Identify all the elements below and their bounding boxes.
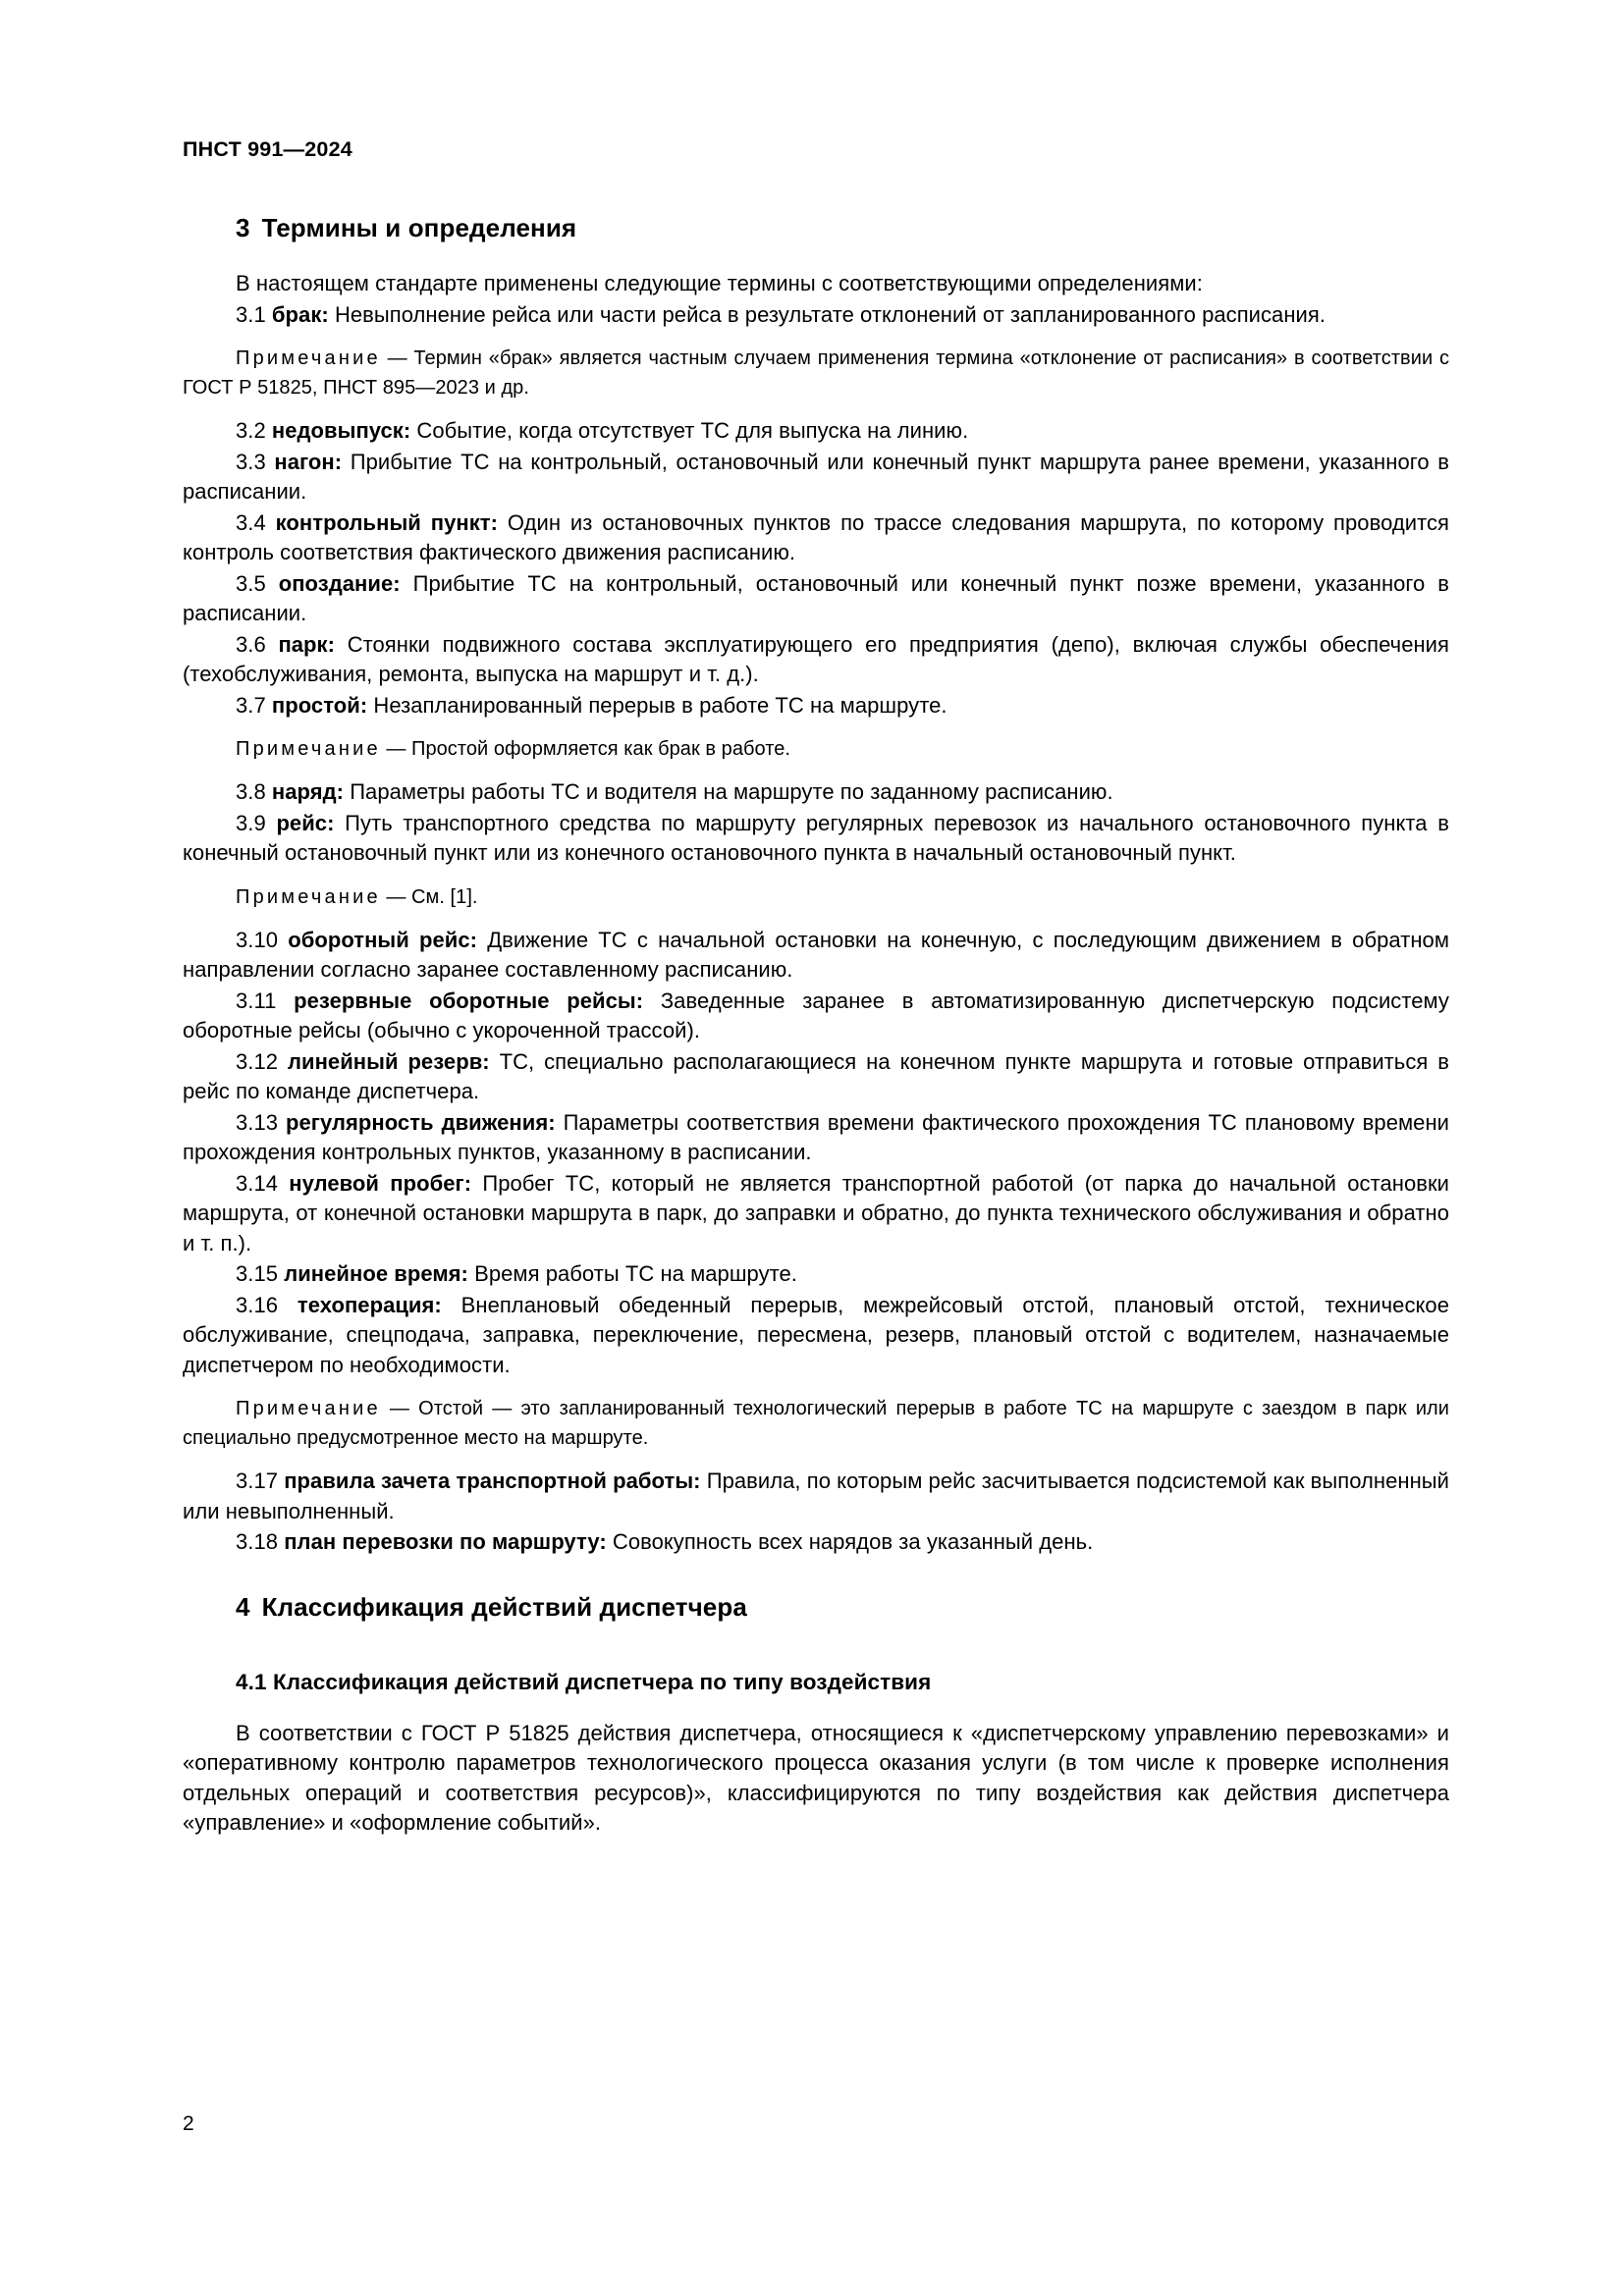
term-number: 3.1 bbox=[236, 301, 266, 327]
term-name: правила зачета транспортной работы: bbox=[284, 1468, 701, 1493]
note-label: Примечание bbox=[236, 347, 381, 369]
term-number: 3.13 bbox=[236, 1109, 279, 1135]
term-3-14 bbox=[183, 1169, 1449, 1259]
note-3 bbox=[183, 882, 1449, 912]
term-definition: Совокупность всех нарядов за указанный день. bbox=[612, 1529, 1094, 1554]
paragraph-4-1-body: В соответствии с ГОСТ Р 51825 действия диспетчера, относящиеся к «диспетчерскому управлению перевозками» и «оперативному контролю параметров технологического процесса оказания услуги (в том числе к проверке исполнения отдельных операций и соответствия ресурсов)», классифицируются по типу воздействия как действия диспетчера «управление» и «оформление событий». bbox=[183, 1720, 1449, 1835]
paragraph-intro: В настоящем стандарте применены следующие термины с соответствующими определениями: bbox=[236, 271, 1203, 295]
term-3-3 bbox=[183, 448, 1449, 507]
page-header: ПНСТ 991—2024 bbox=[183, 137, 352, 161]
note-2 bbox=[183, 734, 1449, 764]
subsection-heading-4-1 bbox=[183, 1670, 1449, 1695]
term-number: 3.3 bbox=[236, 449, 266, 474]
term-3-17 bbox=[183, 1467, 1449, 1526]
section-title: Термины и определения bbox=[261, 213, 577, 242]
term-3-18 bbox=[183, 1527, 1449, 1558]
term-definition: Невыполнение рейса или части рейса в результате отклонений от запланированного расписания. bbox=[334, 301, 1326, 327]
term-number: 3.17 bbox=[236, 1468, 279, 1493]
spacer bbox=[183, 1559, 1449, 1592]
term-number: 3.7 bbox=[236, 692, 266, 718]
term-3-13 bbox=[183, 1108, 1449, 1168]
term-definition: Внеплановый обеденный перерыв, межрейсовый отстой, плановый отстой, техническое обслуживание, спецподача, заправка, переключение, пересмена, резерв, плановый отстой с водителем, назначаемые диспетчером по необходимости. bbox=[183, 1292, 1449, 1377]
term-name: рейс: bbox=[276, 810, 335, 835]
term-number: 3.4 bbox=[236, 509, 266, 535]
term-definition: Прибытие ТС на контрольный, остановочный или конечный пункт позже времени, указанного в расписании. bbox=[183, 570, 1450, 625]
term-definition: Путь транспортного средства по маршруту регулярных перевозок из начального остановочного пункта в конечный остановочный пункт или из конечного остановочного пункта в начальный остановочный пункт. bbox=[183, 810, 1449, 865]
term-definition: Незапланированный перерыв в работе ТС на маршруте. bbox=[373, 692, 947, 718]
spacer bbox=[183, 1648, 1449, 1670]
term-definition: Событие, когда отсутствует ТС для выпуска на линию. bbox=[416, 418, 969, 443]
term-3-11 bbox=[183, 987, 1449, 1046]
note-label: Примечание bbox=[236, 885, 381, 908]
term-name: простой: bbox=[271, 692, 368, 718]
term-3-8 bbox=[183, 777, 1449, 808]
term-number: 3.5 bbox=[236, 570, 266, 596]
term-definition: Движение ТС с начальной остановки на конечную, с последующим движением в обратном направлении согласно заранее составленному расписанию. bbox=[183, 927, 1449, 982]
term-name: техоперация: bbox=[297, 1292, 442, 1317]
term-3-16 bbox=[183, 1291, 1449, 1381]
term-3-9 bbox=[183, 809, 1449, 869]
term-3-1 bbox=[183, 300, 1449, 331]
term-name: линейный резерв: bbox=[287, 1048, 490, 1074]
term-name: план перевозки по маршруту: bbox=[284, 1529, 607, 1554]
term-number: 3.14 bbox=[236, 1170, 279, 1196]
term-number: 3.16 bbox=[236, 1292, 279, 1317]
note-label: Примечание bbox=[236, 1398, 381, 1419]
term-name: регулярность движения: bbox=[286, 1109, 556, 1135]
term-definition: Один из остановочных пунктов по трассе следования маршрута, по которому проводится контроль соответствия фактического движения расписанию. bbox=[183, 509, 1450, 564]
page-number: 2 bbox=[183, 2112, 194, 2135]
term-3-4 bbox=[183, 508, 1449, 568]
section-heading-3 bbox=[183, 213, 1449, 243]
term-3-10 bbox=[183, 926, 1449, 986]
term-number: 3.2 bbox=[236, 418, 266, 443]
subsection-number: 4.1 bbox=[236, 1669, 267, 1694]
term-definition: Параметры работы ТС и водителя на маршруте по заданному расписанию. bbox=[350, 779, 1113, 804]
term-number: 3.6 bbox=[236, 631, 266, 657]
term-name: недовыпуск: bbox=[271, 418, 411, 443]
term-3-12 bbox=[183, 1047, 1449, 1107]
term-definition: ТС, специально располагающиеся на конечном пункте маршрута и готовые отправиться в рейс по команде диспетчера. bbox=[183, 1048, 1449, 1103]
term-3-6 bbox=[183, 630, 1449, 690]
term-definition: Прибытие ТС на контрольный, остановочный или конечный пункт маршрута ранее времени, указанного в расписании. bbox=[183, 449, 1449, 504]
note-text: — Простой оформляется как брак в работе. bbox=[386, 738, 791, 760]
term-3-7 bbox=[183, 691, 1449, 721]
note-text: — Отстой — это запланированный технологический перерыв в работе ТС на маршруте с заездом в парк или специально предусмотренное место на маршруте. bbox=[183, 1398, 1449, 1449]
term-definition: Параметры соответствия времени фактического прохождения ТС плановому времени прохождения контрольных пунктов, указанному в расписании. bbox=[183, 1109, 1449, 1164]
term-name: контрольный пункт: bbox=[275, 509, 498, 535]
subsection-title: Классификация действий диспетчера по типу воздействия bbox=[272, 1669, 932, 1694]
note-1 bbox=[183, 344, 1449, 402]
term-number: 3.10 bbox=[236, 927, 279, 952]
term-3-2 bbox=[183, 416, 1449, 447]
term-definition: Стоянки подвижного состава эксплуатирующего его предприятия (депо), включая службы обеспечения (техобслуживания, ремонта, выпуска на маршрут и т. д.). bbox=[183, 631, 1449, 686]
note-4 bbox=[183, 1394, 1449, 1453]
term-number: 3.15 bbox=[236, 1261, 279, 1286]
term-name: брак: bbox=[271, 301, 329, 327]
term-definition: Правила, по которым рейс засчитывается подсистемой как выполненный или невыполненный. bbox=[183, 1468, 1450, 1523]
term-number: 3.8 bbox=[236, 779, 266, 804]
term-definition: Пробег ТС, который не является транспортной работой (от парка до начальной остановки маршрута, от конечной остановки маршрута в парк, до заправки и обратно, до пункта технического обслуживания и обратно и т. п.). bbox=[183, 1170, 1449, 1255]
note-label: Примечание bbox=[236, 738, 381, 760]
note-text: — Термин «брак» является частным случаем применения термина «отклонение от расписания» в соответствии с ГОСТ Р 51825, ПНСТ 895—2023 и др. bbox=[183, 347, 1449, 399]
page-content bbox=[183, 137, 1449, 1840]
term-3-5 bbox=[183, 569, 1449, 629]
term-3-15 bbox=[183, 1259, 1449, 1290]
term-definition: Заведенные заранее в автоматизированную диспетчерскую подсистему оборотные рейсы (обычно с укороченной трассой). bbox=[183, 988, 1449, 1042]
term-name: резервные оборотные рейсы: bbox=[294, 988, 644, 1013]
term-definition: Время работы ТС на маршруте. bbox=[474, 1261, 797, 1286]
term-number: 3.9 bbox=[236, 810, 266, 835]
section-number: 3 bbox=[236, 213, 250, 242]
term-name: линейное время: bbox=[284, 1261, 468, 1286]
section-heading-4 bbox=[183, 1592, 1449, 1623]
term-number: 3.18 bbox=[236, 1529, 279, 1554]
term-name: наряд: bbox=[271, 779, 345, 804]
term-name: парк: bbox=[278, 631, 335, 657]
section-title: Классификация действий диспетчера bbox=[261, 1591, 747, 1622]
term-name: оборотный рейс: bbox=[288, 927, 478, 952]
term-name: нагон: bbox=[274, 449, 343, 474]
section-number: 4 bbox=[236, 1591, 250, 1622]
term-number: 3.12 bbox=[236, 1048, 279, 1074]
term-number: 3.11 bbox=[236, 988, 277, 1013]
term-name: опоздание: bbox=[278, 570, 401, 596]
term-name: нулевой пробег: bbox=[289, 1170, 472, 1196]
note-text: — См. [1]. bbox=[386, 885, 478, 908]
